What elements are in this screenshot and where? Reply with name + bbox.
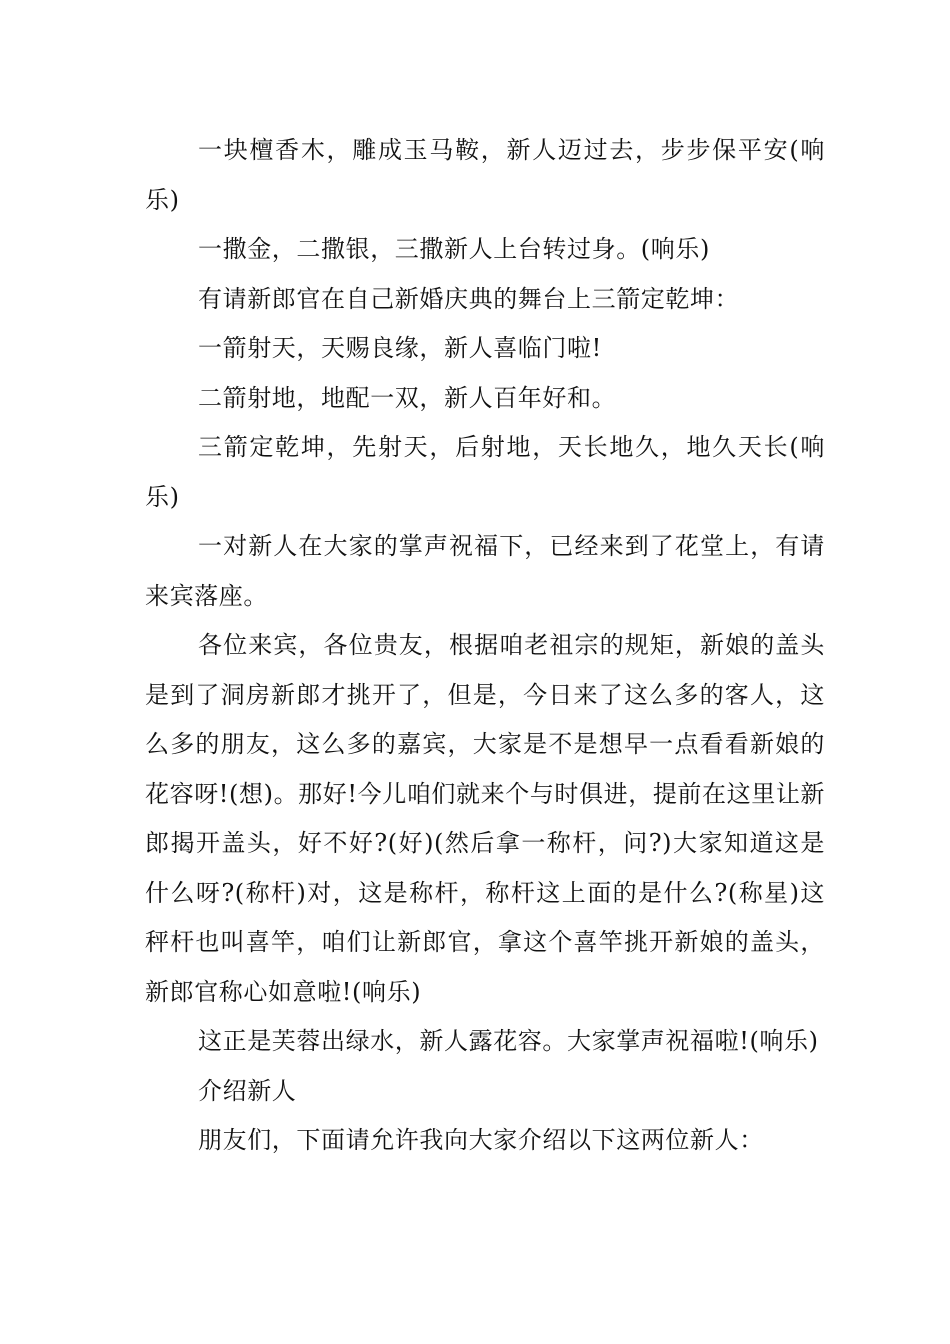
paragraph-11: 朋友们，下面请允许我向大家介绍以下这两位新人： (198, 1126, 764, 1154)
paragraph-1: 一块檀香木，雕成玉马鞍，新人迈过去，步步保平安(响乐) (145, 136, 825, 214)
paragraph-5: 二箭射地，地配一双，新人百年好和。 (198, 383, 617, 412)
paragraph-7: 一对新人在大家的掌声祝福下，已经来到了花堂上，有请来宾落座。 (145, 532, 825, 610)
paragraph-4: 一箭射天，天赐良缘，新人喜临门啦! (198, 334, 602, 362)
paragraph-9: 这正是芙蓉出绿水，新人露花容。大家掌声祝福啦!(响乐) (198, 1027, 819, 1055)
document-body (145, 126, 825, 1166)
paragraph-8: 各位来宾，各位贵友，根据咱老祖宗的规矩，新娘的盖头是到了洞房新郎才挑开了，但是，今日来了这么多的客人，这么多的朋友，这么多的嘉宾，大家是不是想早一点看看新娘的花容呀!(想)。那好!今儿咱们就来个与时俱进，提前在这里让新郎揭开盖头，好不好?(好)(然后拿一称杆，问?)大家知道这是什么呀?(称杆)对，这是称杆，称杆这上面的是什么?(称星)这秤杆也叫喜竿，咱们让新郎官，拿这个喜竿挑开新娘的盖头，新郎官称心如意啦!(响乐) (145, 631, 826, 1006)
paragraph-2: 一撒金，二撒银，三撒新人上台转过身。(响乐) (198, 235, 710, 263)
paragraph-3: 有请新郎官在自己新婚庆典的舞台上三箭定乾坤： (198, 284, 740, 313)
paragraph-6: 三箭定乾坤，先射天，后射地，天长地久，地久天长(响乐) (145, 433, 825, 511)
section-heading-introduce-couple: 介绍新人 (198, 1076, 297, 1105)
